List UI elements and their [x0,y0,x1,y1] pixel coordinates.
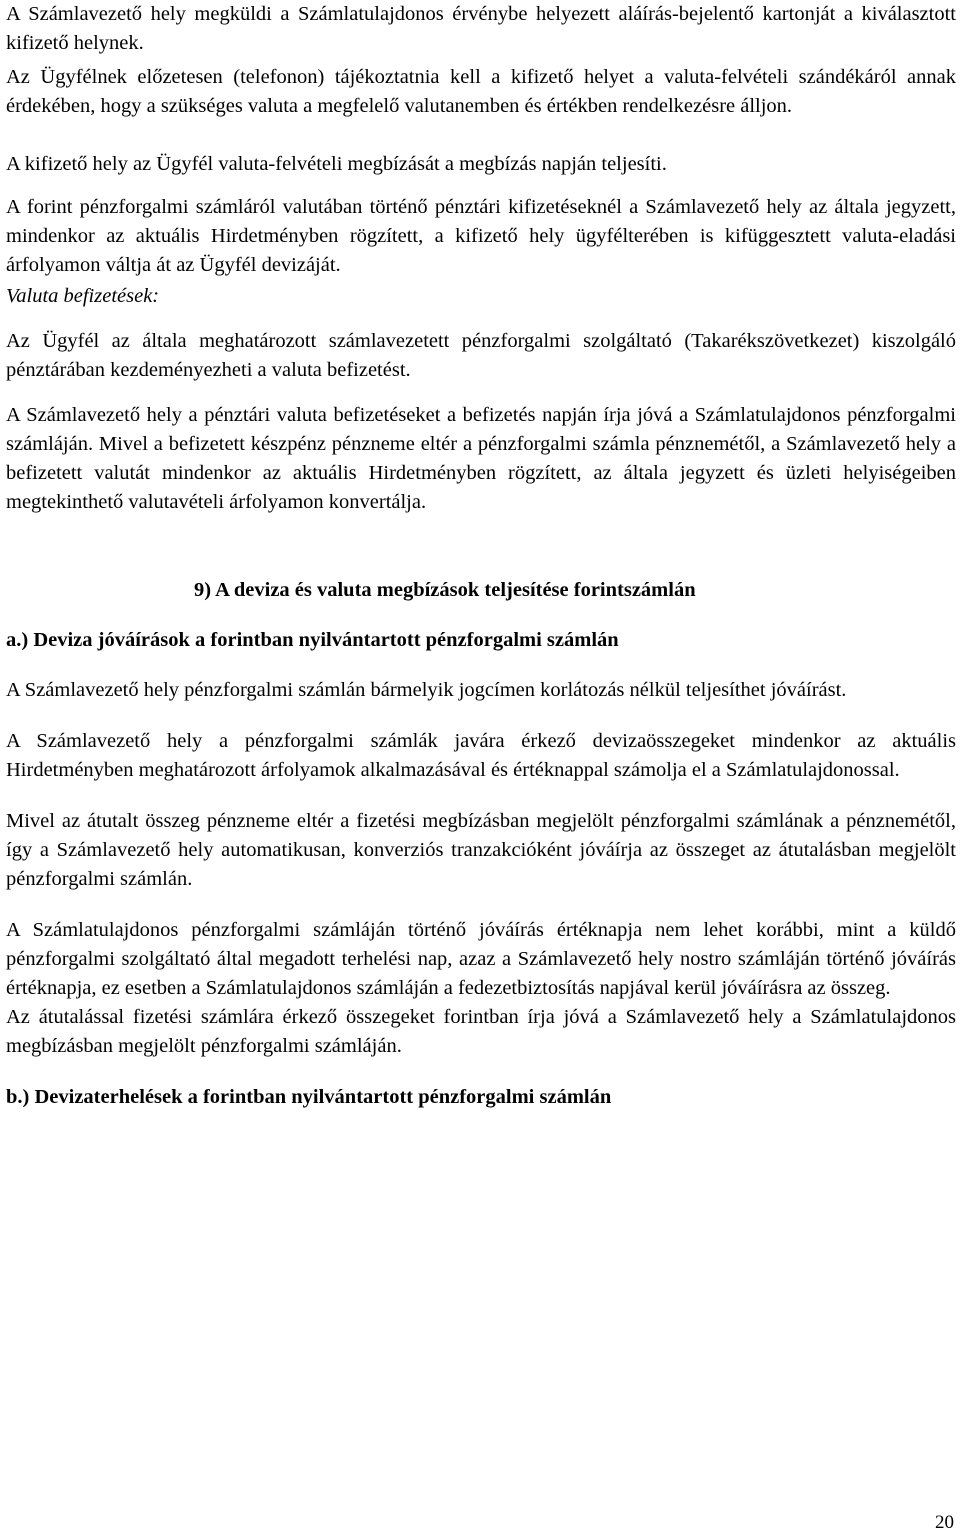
section-heading-9: 9) A deviza és valuta megbízások teljesítése forintszámlán [194,579,696,601]
paragraph-1: A Számlavezető hely megküldi a Számlatulajdonos érvénybe helyezett aláírás-bejelentő kartonját a kiválasztott kifizető helynek. [6,3,956,54]
paragraph-7: A Számlavezető hely pénzforgalmi számlán bármelyik jogcímen korlátozás nélkül teljesíthet jóváírást. [6,679,847,701]
subheading-valuta-befizetesek: Valuta befizetések: [6,285,160,307]
paragraph-4: A forint pénzforgalmi számláról valutában történő pénztári kifizetéseknél a Számlavezető hely az általa jegyzett, mindenkor az aktuális Hirdetményben rögzített, a kifizető hely ügyfélterében is kifüggesztett valuta-eladási árfolyamon váltja át az Ügyfél devizáját. [6,196,956,276]
paragraph-8: A Számlavezető hely a pénzforgalmi számlák javára érkező devizaösszegeket mindenkor az aktuális Hirdetményben meghatározott árfolyamok alkalmazásával és értéknappal számolja el a Számlatulajdonossal. [6,730,956,781]
paragraph-6: A Számlavezető hely a pénztári valuta befizetéseket a befizetés napján írja jóvá a Számlatulajdonos pénzforgalmi számláján. Mivel a befizetett készpénz pénzneme eltér a pénzforgalmi számla pénznemétől, a Számlavezető hely a befizetett valutát mindenkor az aktuális Hirdetményben rögzített, az általa jegyzett és üzleti helyiségeiben megtekinthető valutavételi árfolyamon konvertálja. [6,404,956,513]
document-page [6,0,956,1112]
paragraph-10: A Számlatulajdonos pénzforgalmi számláján történő jóváírás értéknapja nem lehet korábbi, mint a küldő pénzforgalmi szolgáltató által megadott terhelési nap, azaz a Számlavezető hely nostro számláján történő jóváírás értéknapja, ez esetben a Számlatulajdonos számláján a fedezetbiztosítás napjával kerül jóváírásra az összeg. [6,919,956,999]
page-number: 20 [935,1512,954,1533]
paragraph-11: Az átutalással fizetési számlára érkező összegeket forintban írja jóvá a Számlavezető hely a Számlatulajdonos megbízásban megjelölt pénzforgalmi számláján. [6,1006,956,1057]
paragraph-9: Mivel az átutalt összeg pénzneme eltér a fizetési megbízásban megjelölt pénzforgalmi számlának a pénznemétől, így a Számlavezető hely automatikusan, konverziós tranzakcióként jóváírja az összeget az átutalásban megjelölt pénzforgalmi számlán. [6,810,956,890]
paragraph-5: Az Ügyfél az általa meghatározott számlavezetett pénzforgalmi szolgáltató (Takarékszövetkezet) kiszolgáló pénztárában kezdeményezheti a valuta befizetést. [6,330,956,381]
heading-b: b.) Devizaterhelések a forintban nyilvántartott pénzforgalmi számlán [6,1086,612,1108]
paragraph-3: A kifizető hely az Ügyfél valuta-felvételi megbízását a megbízás napján teljesíti. [6,153,667,175]
heading-a: a.) Deviza jóváírások a forintban nyilvántartott pénzforgalmi számlán [6,629,619,651]
paragraph-2: Az Ügyfélnek előzetesen (telefonon) tájékoztatnia kell a kifizető helyet a valuta-felvételi szándékáról annak érdekében, hogy a szükséges valuta a megfelelő valutanemben és értékben rendelkezésre álljon. [6,66,956,117]
